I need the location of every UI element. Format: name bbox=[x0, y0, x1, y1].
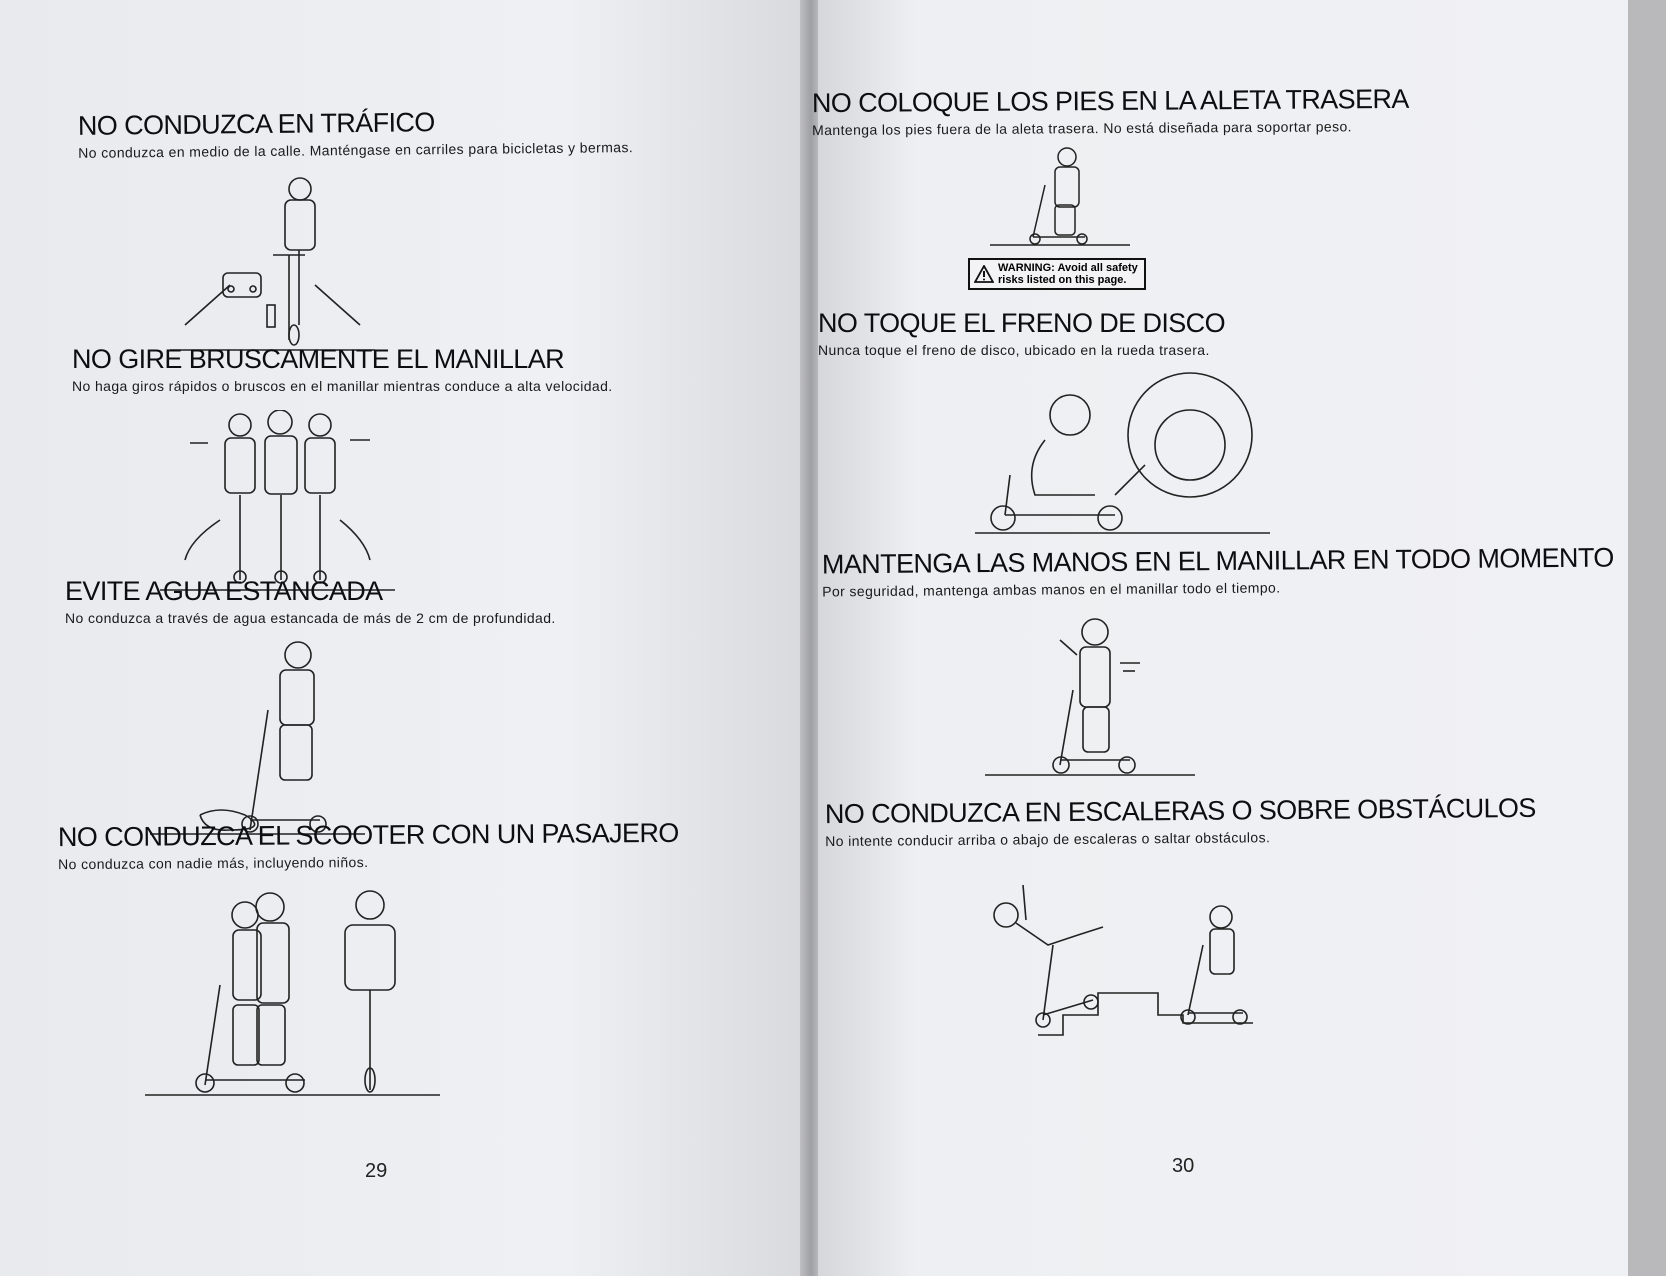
water-illustration bbox=[150, 640, 370, 840]
hands-illustration bbox=[985, 615, 1205, 780]
section-water bbox=[65, 576, 556, 626]
warning-text: WARNING: Avoid all safety risks listed on this page. bbox=[998, 262, 1138, 286]
disc-brake-illustration bbox=[975, 365, 1275, 540]
section-description: Nunca toque el freno de disco, ubicado en la rueda trasera. bbox=[818, 342, 1210, 358]
page-edge bbox=[1628, 0, 1666, 1276]
section-stairs bbox=[825, 793, 1536, 849]
section-description: No intente conducir arriba o abajo de escaleras o saltar obstáculos. bbox=[825, 829, 1271, 850]
warning-label bbox=[968, 258, 1146, 290]
section-description: No conduzca en medio de la calle. Manténgase en carriles para bicicletas y bermas. bbox=[78, 139, 634, 161]
section-title: NO TOQUE EL FRENO DE DISCO bbox=[818, 308, 1225, 338]
page-number: 29 bbox=[365, 1160, 388, 1182]
section-description: Mantenga los pies fuera de la aleta trasera. No está diseñada para soportar peso. bbox=[812, 118, 1352, 139]
section-description: Por seguridad, mantenga ambas manos en el manillar todo el tiempo. bbox=[822, 579, 1281, 600]
section-traffic bbox=[78, 105, 633, 161]
section-description: No conduzca a través de agua estancada de más de 2 cm de profundidad. bbox=[65, 610, 556, 626]
section-title: NO COLOQUE LOS PIES EN LA ALETA TRASERA bbox=[811, 83, 1409, 119]
warning-triangle-icon bbox=[974, 265, 994, 283]
section-title: MANTENGA LAS MANOS EN EL MANILLAR EN TODO MOMENTO bbox=[821, 542, 1614, 580]
section-title: NO CONDUZCA EN ESCALERAS O SOBRE OBSTÁCULOS bbox=[824, 792, 1536, 830]
section-passenger bbox=[58, 818, 679, 872]
section-title: NO CONDUZCA EN TRÁFICO bbox=[77, 107, 435, 141]
section-rear-fender bbox=[812, 84, 1409, 138]
section-title: NO GIRE BRUSCAMENTE EL MANILLAR bbox=[72, 344, 565, 374]
handlebar-illustration bbox=[160, 410, 400, 595]
passenger-illustration bbox=[145, 885, 445, 1100]
section-hands bbox=[822, 543, 1614, 600]
section-handlebar bbox=[72, 344, 613, 394]
section-description: No haga giros rápidos o bruscos en el manillar mientras conduce a alta velocidad. bbox=[72, 378, 613, 394]
stairs-illustration bbox=[988, 875, 1263, 1040]
section-title: NO CONDUZCA EL SCOOTER CON UN PASAJERO bbox=[57, 817, 679, 853]
traffic-illustration bbox=[165, 175, 385, 355]
rear-fender-illustration bbox=[985, 145, 1135, 250]
section-description: No conduzca con nadie más, incluyendo niños. bbox=[58, 854, 369, 873]
section-title: EVITE AGUA ESTANCADA bbox=[65, 576, 383, 606]
section-disc-brake bbox=[818, 308, 1225, 358]
page-number: 30 bbox=[1172, 1155, 1195, 1177]
right-page bbox=[818, 0, 1628, 1276]
